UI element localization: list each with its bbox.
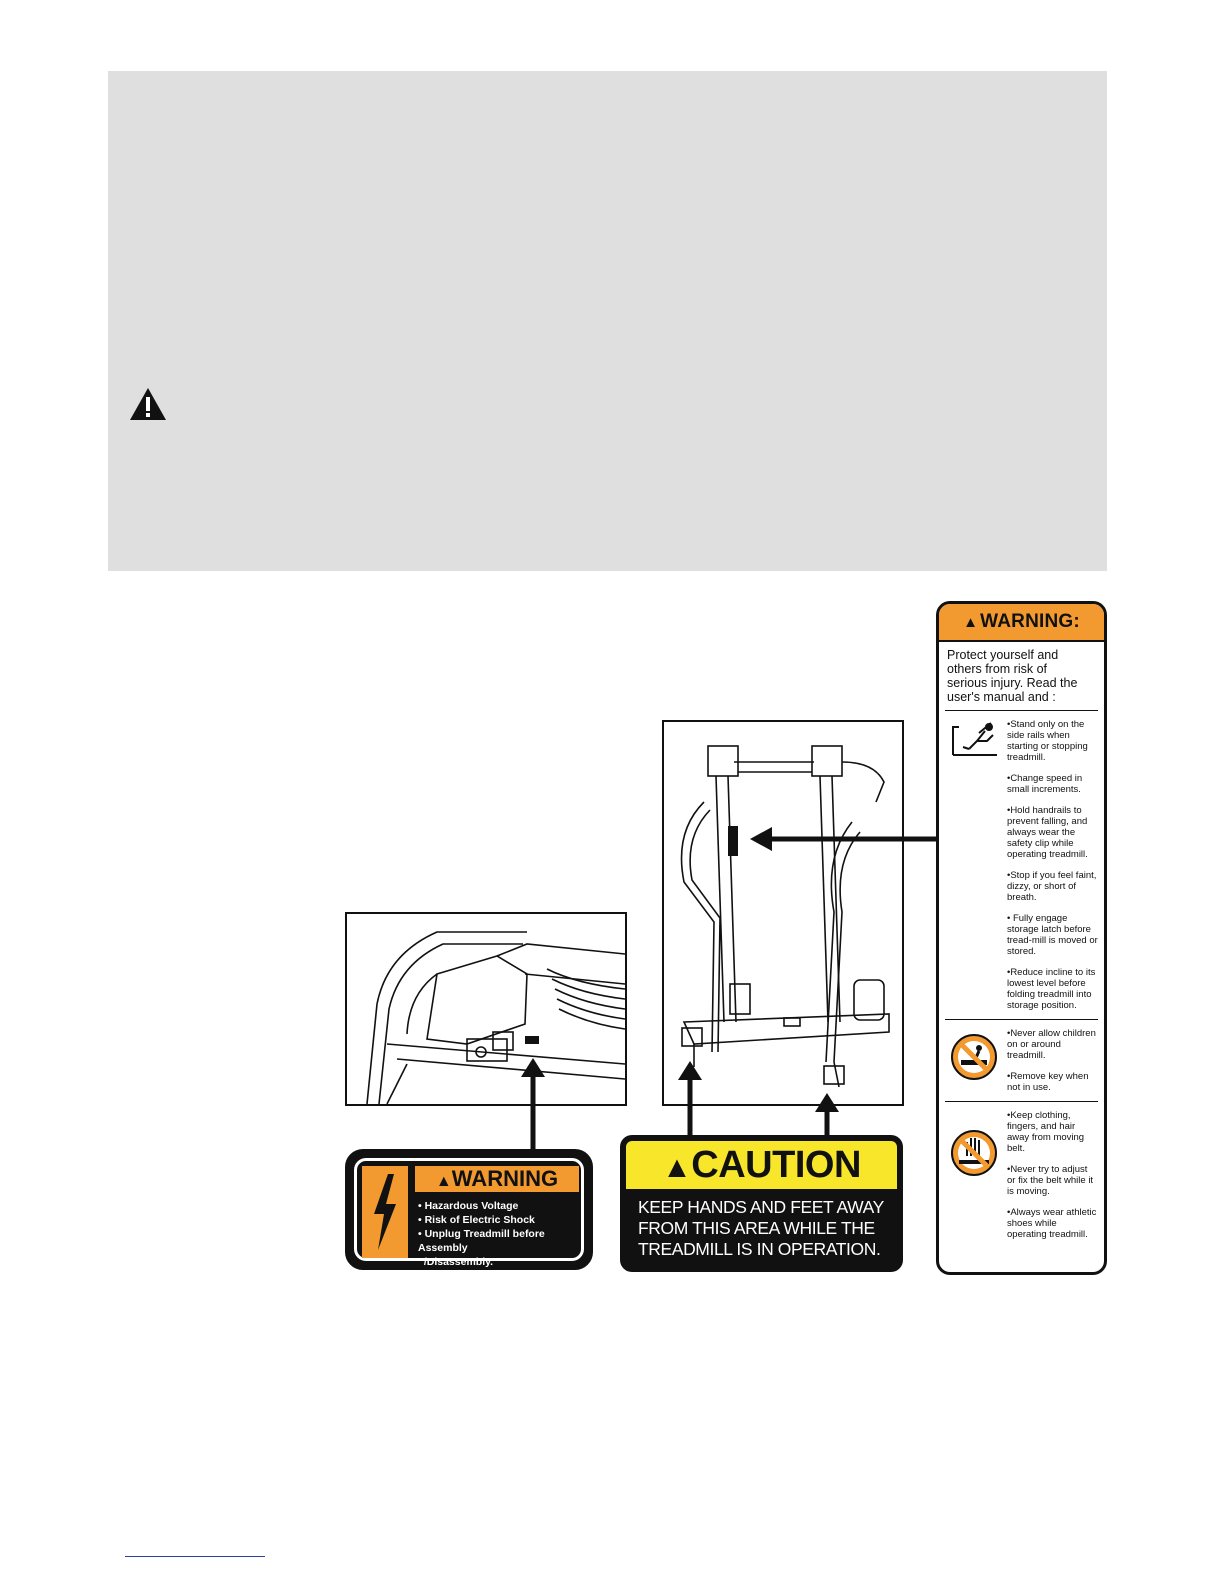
shock-decal-title [415, 1166, 579, 1192]
warning-items [1007, 711, 1098, 1019]
shock-title-text: WARNING [451, 1166, 559, 1191]
warning-decal-header [939, 604, 1104, 642]
caution-decal-title [626, 1141, 897, 1189]
warning-items [1007, 1020, 1098, 1101]
warning-item: •Change speed in small increments. [1007, 773, 1083, 795]
warning-section-belt [945, 1102, 1098, 1248]
shock-line: • Risk of Electric Shock [418, 1214, 535, 1226]
warning-item: •Remove key when not in use. [1007, 1071, 1089, 1093]
warning-item: •Stop if you feel faint, dizzy, or short of breath. [1007, 870, 1097, 903]
warning-section-general [945, 711, 1098, 1020]
warning-item: •Reduce incline to its lowest level before folding treadmill into storage position. [1007, 967, 1096, 1011]
warning-item: •Stand only on the side rails when starting or stopping treadmill. [1007, 719, 1088, 763]
lightning-bolt-icon [362, 1166, 408, 1258]
footer-rule [125, 1556, 265, 1557]
shock-line: • Hazardous Voltage [418, 1200, 519, 1212]
no-children-icon [949, 1032, 999, 1082]
electric-shock-warning-decal [345, 1149, 593, 1270]
warning-items [1007, 1102, 1098, 1248]
warning-item: •Never allow children on or around treadmill. [1007, 1028, 1096, 1061]
warning-triangle-icon: ▲ [963, 613, 979, 631]
shock-decal-lines [418, 1199, 590, 1269]
warning-item: •Never try to adjust or fix the belt while it is moving. [1007, 1164, 1094, 1197]
caution-decal [620, 1135, 903, 1272]
warning-triangle-icon: ▲ [435, 1173, 452, 1190]
caution-title-text: CAUTION [691, 1144, 861, 1186]
shock-line: /Disassembly. [418, 1256, 494, 1268]
warning-title-text: WARNING: [980, 611, 1080, 632]
lightning-bolt-panel [362, 1166, 408, 1258]
no-hands-near-belt-icon [949, 1128, 999, 1178]
falling-person-icon [949, 719, 1001, 759]
shock-line: • Unplug Treadmill before Assembly [418, 1228, 545, 1254]
warning-section-children [945, 1020, 1098, 1102]
safety-warning-decal [936, 601, 1107, 1275]
warning-item: • Fully engage storage latch before tread-mill is moved or stored. [1007, 913, 1098, 957]
warning-decal-intro: Protect yourself and others from risk of serious injury. Read the user's manual and : [945, 642, 1098, 711]
warning-item: •Always wear athletic shoes while operating treadmill. [1007, 1207, 1097, 1240]
warning-triangle-icon: ▲ [662, 1151, 692, 1184]
warning-item: •Keep clothing, fingers, and hair away from moving belt. [1007, 1110, 1085, 1154]
warning-item: •Hold handrails to prevent falling, and always wear the safety clip while operating treadmill. [1007, 805, 1088, 860]
caution-decal-body: KEEP HANDS AND FEET AWAY FROM THIS AREA WHILE THE TREADMILL IS IN OPERATION. [638, 1197, 884, 1259]
